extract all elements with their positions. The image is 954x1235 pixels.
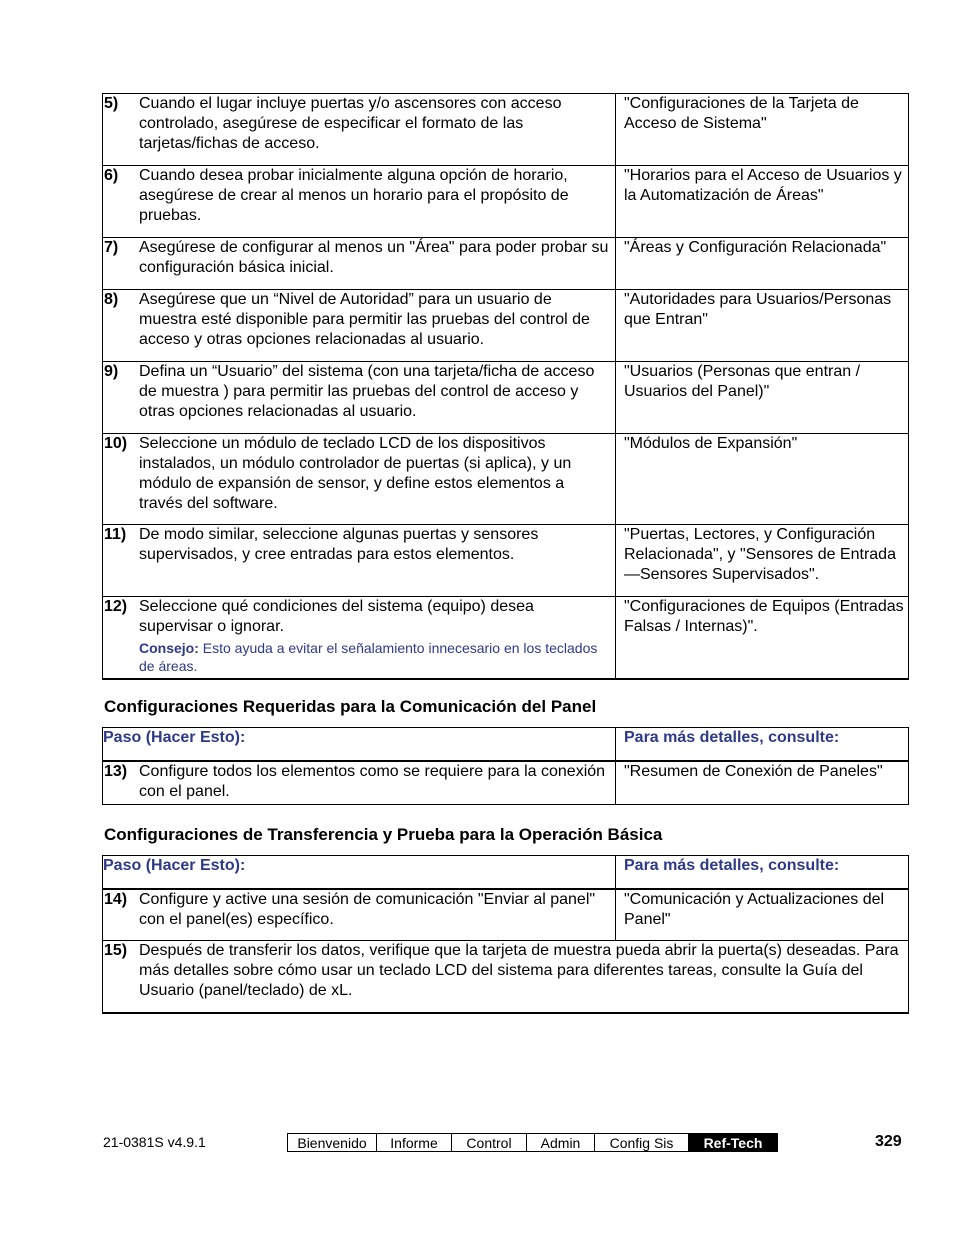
step-text: De modo similar, seleccione algunas puertas y sensores supervisados, y cree entradas para estos elementos. <box>139 526 539 563</box>
reference-cell: "Áreas y Configuración Relacionada" <box>616 238 909 290</box>
step-text: Cuando el lugar incluye puertas y/o ascensores con acceso controlado, asegúrese de especificar el formato de las tarjetas/fichas de acceso. <box>139 95 562 152</box>
table-row <box>103 941 909 1013</box>
steps-table-3 <box>102 855 909 1014</box>
tab-informe[interactable]: Informe <box>376 1133 451 1152</box>
table-row <box>103 238 909 290</box>
table-header-row <box>103 856 909 889</box>
document-code: 21-0381S v4.9.1 <box>103 1134 206 1150</box>
step-number: 14) <box>104 890 128 908</box>
steps-table-2 <box>102 727 909 805</box>
step-number: 12) <box>104 598 128 615</box>
step-text: Configure y active una sesión de comunicación "Enviar al panel" con el panel(es) específico. <box>139 890 596 928</box>
step-number: 9) <box>104 363 119 380</box>
step-number: 8) <box>104 291 119 308</box>
table-row <box>103 597 909 679</box>
step-text: Asegúrese de configurar al menos un "Área" para poder probar su configuración básica inicial. <box>139 239 609 276</box>
reference-cell: "Puertas, Lectores, y Configuración Relacionada", y "Sensores de Entrada—Sensores Supervisados". <box>616 525 909 597</box>
reference-cell: "Usuarios (Personas que entran / Usuarios del Panel)" <box>616 362 909 434</box>
table-row <box>103 525 909 597</box>
step-text: Cuando desea probar inicialmente alguna opción de horario, asegúrese de crear al menos un horario para el propósito de pruebas. <box>139 167 569 224</box>
reference-cell: "Módulos de Expansión" <box>616 434 909 525</box>
reference-cell: "Autoridades para Usuarios/Personas que Entran" <box>616 290 909 362</box>
reference-cell: "Configuraciones de la Tarjeta de Acceso de Sistema" <box>616 94 909 166</box>
tip-text: Esto ayuda a evitar el señalamiento innecesario en los teclados de áreas. <box>139 640 598 674</box>
column-header-step: Paso (Hacer Esto): <box>103 728 616 761</box>
step-number: 10) <box>104 435 128 452</box>
table-row <box>103 362 909 434</box>
steps-table-1 <box>102 93 909 680</box>
tab-ref-tech[interactable]: Ref-Tech <box>688 1133 778 1152</box>
step-number: 6) <box>104 167 119 184</box>
table-row <box>103 761 909 805</box>
section-title: Configuraciones Requeridas para la Comunicación del Panel <box>104 697 597 716</box>
table-row <box>103 290 909 362</box>
section-title: Configuraciones de Transferencia y Prueba para la Operación Básica <box>104 825 663 844</box>
step-text: Seleccione un módulo de teclado LCD de los dispositivos instalados, un módulo controlador de puertas (si aplica), y un módulo de expansión de sensor, y define estos elementos a través del software. <box>139 435 572 512</box>
footer-nav <box>287 1133 778 1152</box>
tab-config-sis[interactable]: Config Sis <box>594 1133 688 1152</box>
step-number: 5) <box>104 95 119 112</box>
tab-bienvenido[interactable]: Bienvenido <box>287 1133 376 1152</box>
tab-admin[interactable]: Admin <box>526 1133 594 1152</box>
page-number: 329 <box>875 1133 902 1150</box>
table-header-row <box>103 728 909 761</box>
table-row <box>103 434 909 525</box>
step-number: 7) <box>104 239 119 256</box>
reference-cell: "Horarios para el Acceso de Usuarios y la Automatización de Áreas" <box>616 166 909 238</box>
column-header-reference: Para más detalles, consulte: <box>616 728 909 761</box>
table-row <box>103 889 909 941</box>
reference-cell: "Configuraciones de Equipos (Entradas Falsas / Internas)". <box>616 597 909 679</box>
tab-control[interactable]: Control <box>451 1133 526 1152</box>
column-header-step: Paso (Hacer Esto): <box>103 856 616 889</box>
table-row <box>103 94 909 166</box>
step-text: Asegúrese que un “Nivel de Autoridad” para un usuario de muestra esté disponible para permitir las pruebas del control de acceso y otras opciones relacionadas al usuario. <box>139 291 590 348</box>
step-number: 15) <box>104 942 128 959</box>
step-number: 13) <box>104 762 128 780</box>
step-text: Defina un “Usuario” del sistema (con una tarjeta/ficha de acceso de muestra ) para permitir las pruebas del control de acceso y otras opciones relacionadas al usuario. <box>139 363 595 420</box>
step-text: Seleccione qué condiciones del sistema (equipo) desea supervisar o ignorar. <box>139 598 534 635</box>
reference-cell: "Resumen de Conexión de Paneles" <box>616 761 909 805</box>
step-number: 11) <box>104 526 127 543</box>
reference-cell: "Comunicación y Actualizaciones del Panel" <box>616 889 909 941</box>
step-text: Después de transferir los datos, verifique que la tarjeta de muestra pueda abrir la puerta(s) deseadas. Para más detalles sobre cómo usar un teclado LCD del sistema para diferentes tareas, consulte la Guía del Usuario (panel/teclado) de xL. <box>139 942 899 999</box>
column-header-reference: Para más detalles, consulte: <box>616 856 909 889</box>
table-row <box>103 166 909 238</box>
tip-label: Consejo: <box>139 640 199 656</box>
tip-note <box>139 639 609 675</box>
step-text: Configure todos los elementos como se requiere para la conexión con el panel. <box>139 762 606 800</box>
